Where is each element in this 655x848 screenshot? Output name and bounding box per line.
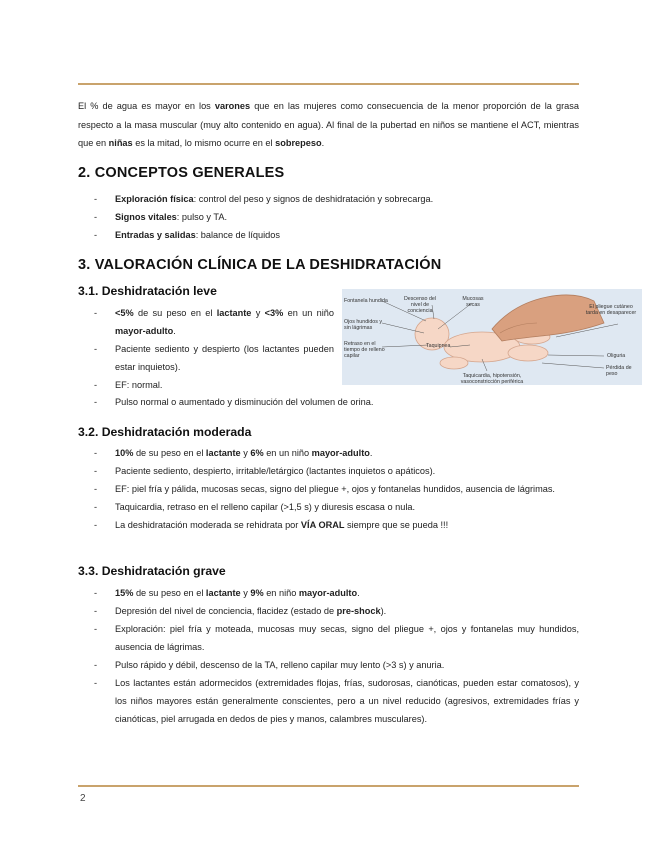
footer-rule	[78, 785, 579, 787]
section-2-heading: 2. CONCEPTOS GENERALES	[78, 165, 285, 181]
dehydration-infant-illustration	[342, 289, 642, 385]
leve-list-narrow	[94, 304, 334, 394]
label-descenso-conciencia: Descenso del nivel de conciencia	[403, 296, 437, 314]
page-number: 2	[80, 793, 86, 804]
list-item: - Depresión del nivel de conciencia, flacidez (estado de pre-shock).	[94, 602, 579, 620]
list-item: - Pulso rápido y débil, descenso de la TA, relleno capilar muy lento (>3 s) y anuria.	[94, 656, 579, 674]
label-mucosas: Mucosas secas	[462, 296, 484, 308]
label-perdida-peso: Pérdida de peso	[606, 365, 632, 377]
list-item: - Los lactantes están adormecidos (extremidades flojas, frías, sudorosas, cianóticas, pueden estar comatosos), y los niños mayores están generalmente conscientes, pero a un nivel reducido (agresivos, extremidades frías y cianóticas, piel arrugada en dedos de pies y manos, calambres musculares).	[94, 674, 579, 728]
intro-paragraph: El % de agua es mayor en los varones que en las mujeres como consecuencia de la menor proporción de la grasa respecto a la masa muscular (muy alto contenido en agua). Al final de la pubertad en niños se mantiene el ACT, mientras que en niñas es la mitad, lo mismo ocurre en el sobrepeso.	[78, 101, 579, 148]
list-item: - Pulso normal o aumentado y disminución del volumen de orina.	[94, 393, 579, 411]
list-item: - La deshidratación moderada se rehidrata por VÍA ORAL siempre que se pueda !!!	[94, 516, 579, 534]
label-fontanela: Fontanela hundida	[344, 298, 388, 304]
label-taquipnea: Taquipnea	[426, 343, 451, 349]
label-pliegue: El pliegue cutáneo tarda en desaparecer	[585, 304, 637, 316]
label-oliguria: Oliguria	[607, 353, 626, 359]
list-item: - Paciente sediento y despierto (los lactantes pueden estar inquietos).	[94, 340, 334, 376]
leve-list-wide	[94, 393, 579, 411]
list-item: - 10% de su peso en el lactante y 6% en un niño mayor-adulto.	[94, 444, 579, 462]
subsection-leve-heading: 3.1. Deshidratación leve	[78, 284, 217, 298]
list-item: - Entradas y salidas: balance de líquidos	[94, 226, 433, 244]
subsection-grave-heading: 3.3. Deshidratación grave	[78, 564, 226, 578]
label-taquicardia: Taquicardia, hipotensión, vasoconstricción periférica	[460, 373, 524, 385]
list-item: - 15% de su peso en el lactante y 9% en niño mayor-adulto.	[94, 584, 579, 602]
list-item: - <5% de su peso en el lactante y <3% en un niño mayor-adulto.	[94, 304, 334, 340]
subsection-moderada-heading: 3.2. Deshidratación moderada	[78, 425, 252, 439]
list-item: - Exploración: piel fría y moteada, mucosas muy secas, signo del pliegue +, ojos y fontanelas muy hundidos, ausencia de lágrimas.	[94, 620, 579, 656]
list-item: - Exploración física: control del peso y signos de deshidratación y sobrecarga.	[94, 190, 433, 208]
label-relleno-capilar: Retraso en el tiempo de relleno capilar	[344, 341, 385, 359]
list-item: - Taquicardia, retraso en el relleno capilar (>1,5 s) y diuresis escasa o nula.	[94, 498, 579, 516]
moderada-list	[94, 444, 579, 534]
grave-list	[94, 584, 579, 728]
list-item: - Paciente sediento, despierto, irritable/letárgico (lactantes inquietos o apáticos).	[94, 462, 579, 480]
header-rule	[78, 83, 579, 85]
list-item: - EF: piel fría y pálida, mucosas secas, signo del pliegue +, ojos y fontanelas hundidos, ausencia de lágrimas.	[94, 480, 579, 498]
section-3-heading: 3. VALORACIÓN CLÍNICA DE LA DESHIDRATACIÓN	[78, 257, 442, 273]
conceptos-list	[94, 190, 433, 244]
list-item: - Signos vitales: pulso y TA.	[94, 208, 433, 226]
list-item: - EF: normal.	[94, 376, 334, 394]
label-ojos: Ojos hundidos y sin lágrimas	[344, 319, 382, 331]
